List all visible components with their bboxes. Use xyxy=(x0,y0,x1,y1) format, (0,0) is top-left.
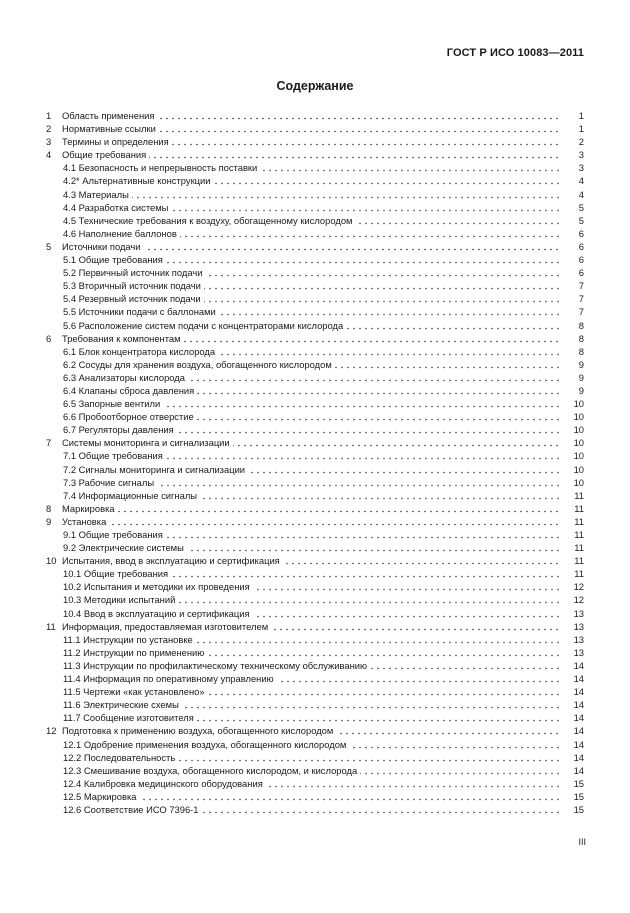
toc-entry-leader xyxy=(63,646,562,659)
toc-entry-leader xyxy=(63,449,562,462)
toc-entry[interactable] xyxy=(46,751,584,764)
toc-entry[interactable] xyxy=(46,646,584,659)
toc-entry-leader xyxy=(63,790,562,803)
toc-entry-title: Источники подачи xyxy=(62,241,144,252)
toc-entry-page: 14 xyxy=(573,751,584,763)
toc-entry-page: 6 xyxy=(578,254,584,266)
toc-entry-leader xyxy=(63,227,562,240)
toc-entry-title: Маркировка xyxy=(62,503,118,514)
toc-entry-title: 4.5 Технические требования к воздуху, обогащенному кислородом xyxy=(63,215,355,226)
toc-entry-title: 5.5 Источники подачи с баллонами xyxy=(63,306,219,317)
toc-entry-page: 5 xyxy=(578,201,584,213)
toc-entry-leader xyxy=(63,305,562,318)
toc-entry-leader xyxy=(63,279,562,292)
toc-entry-leader xyxy=(63,371,562,384)
toc-entry-leader xyxy=(62,148,562,161)
toc-entry-title: 4.2* Альтернативные конструкции xyxy=(63,175,214,186)
toc-entry-page: 3 xyxy=(578,149,584,161)
toc-entry[interactable] xyxy=(46,384,584,397)
toc-entry-title: Область применения xyxy=(62,110,157,121)
document-id-header: ГОСТ Р ИСО 10083—2011 xyxy=(446,47,584,59)
toc-entry[interactable] xyxy=(46,528,584,541)
toc-entry[interactable] xyxy=(46,227,584,240)
toc-entry-number: 11 xyxy=(46,620,56,632)
toc-entry-leader xyxy=(63,803,562,816)
toc-entry[interactable] xyxy=(46,122,584,135)
toc-entry[interactable] xyxy=(46,724,584,737)
toc-entry-number: 3 xyxy=(46,136,52,148)
toc-entry-leader xyxy=(63,384,562,397)
toc-entry[interactable] xyxy=(46,463,584,476)
toc-entry-page: 10 xyxy=(573,437,584,449)
toc-entry-page: 10 xyxy=(573,463,584,475)
toc-entry-page: 3 xyxy=(578,162,584,174)
toc-entry-page: 14 xyxy=(573,699,584,711)
toc-entry-page: 11 xyxy=(574,489,584,501)
toc-entry-leader xyxy=(63,751,562,764)
toc-entry[interactable] xyxy=(46,803,584,816)
toc-entry-title: 6.1 Блок концентратора кислорода xyxy=(63,346,218,357)
toc-entry-page: 5 xyxy=(578,214,584,226)
toc-entry-page: 13 xyxy=(573,607,584,619)
toc-entry-leader xyxy=(63,633,562,646)
toc-entry-page: 14 xyxy=(573,659,584,671)
toc-entry-page: 11 xyxy=(574,542,584,554)
toc-entry-title: 4.4 Разработка системы xyxy=(63,202,171,213)
toc-entry-leader xyxy=(62,122,562,135)
toc-entry[interactable] xyxy=(46,672,584,685)
toc-entry-page: 14 xyxy=(573,686,584,698)
toc-entry[interactable] xyxy=(46,711,584,724)
toc-entry-title: Термины и определения xyxy=(62,136,172,147)
toc-entry-title: 10.2 Испытания и методики их проведения xyxy=(63,581,253,592)
toc-entry-page: 6 xyxy=(578,267,584,279)
toc-entry-number: 9 xyxy=(46,515,52,527)
toc-entry[interactable] xyxy=(46,580,584,593)
toc-entry-leader xyxy=(63,567,562,580)
toc-entry[interactable] xyxy=(46,135,584,148)
toc-entry-page: 14 xyxy=(573,673,584,685)
toc-entry-leader xyxy=(62,724,562,737)
toc-entry-title: 12.1 Одобрение применения воздуха, обогащенного кислородом xyxy=(63,739,349,750)
toc-entry-title: 5.4 Резервный источник подачи xyxy=(63,293,204,304)
toc-entry-title: Общие требования xyxy=(62,149,149,160)
toc-entry-page: 8 xyxy=(578,319,584,331)
toc-entry[interactable] xyxy=(46,148,584,161)
toc-entry-leader xyxy=(63,593,562,606)
toc-entry-page: 11 xyxy=(574,502,584,514)
toc-entry-title: 4.1 Безопасность и непрерывность поставки xyxy=(63,162,260,173)
toc-entry-title: 7.1 Общие требования xyxy=(63,450,166,461)
toc-entry-page: 6 xyxy=(578,240,584,252)
toc-entry-number: 2 xyxy=(46,123,52,135)
toc-entry-page: 14 xyxy=(573,738,584,750)
toc-entry[interactable] xyxy=(46,790,584,803)
toc-entry-title: 7.3 Рабочие сигналы xyxy=(63,477,157,488)
toc-entry-number: 7 xyxy=(46,437,52,449)
toc-entry-title: 4.3 Материалы xyxy=(63,189,132,200)
toc-entry-title: 12.4 Калибровка медицинского оборудования xyxy=(63,778,266,789)
toc-entry[interactable] xyxy=(46,502,584,515)
toc-entry-title: 11.4 Информация по оперативному управлению xyxy=(63,673,277,684)
toc-entry-title: 6.2 Сосуды для хранения воздуха, обогащенного кислородом xyxy=(63,359,335,370)
toc-entry-leader xyxy=(63,476,562,489)
toc-entry-title: Подготовка к применению воздуха, обогащенного кислородом xyxy=(62,725,336,736)
toc-entry-title: 9.2 Электрические системы xyxy=(63,542,187,553)
toc-entry[interactable] xyxy=(46,764,584,777)
toc-entry-title: 6.5 Запорные вентили xyxy=(63,398,163,409)
toc-entry-page: 11 xyxy=(574,568,584,580)
toc-entry[interactable] xyxy=(46,240,584,253)
toc-entry-title: 6.4 Клапаны сброса давления xyxy=(63,385,197,396)
toc-entry-title: 10.3 Методики испытаний xyxy=(63,594,178,605)
toc-entry[interactable] xyxy=(46,777,584,790)
toc-entry-page: 10 xyxy=(573,398,584,410)
toc-entry-title: 12.6 Соответствие ИСО 7396-1 xyxy=(63,804,202,815)
toc-entry-title: 7.4 Информационные сигналы xyxy=(63,490,200,501)
toc-entry-title: 5.1 Общие требования xyxy=(63,254,166,265)
toc-entry-page: 12 xyxy=(573,594,584,606)
toc-entry-title: 10.1 Общие требования xyxy=(63,568,171,579)
toc-entry[interactable] xyxy=(46,567,584,580)
toc-entry[interactable] xyxy=(46,607,584,620)
page-title: Содержание xyxy=(276,79,354,93)
toc-entry[interactable] xyxy=(46,685,584,698)
toc-entry[interactable] xyxy=(46,489,584,502)
toc-entry-leader xyxy=(63,541,562,554)
toc-entry[interactable] xyxy=(46,109,584,122)
toc-entry[interactable] xyxy=(46,305,584,318)
toc-entry-page: 1 xyxy=(578,110,584,121)
toc-entry-leader xyxy=(62,135,562,148)
toc-entry-page: 4 xyxy=(578,175,584,187)
toc-entry-title: 11.3 Инструкции по профилактическому техническому обслуживанию xyxy=(63,660,370,671)
toc-entry-leader xyxy=(63,266,562,279)
toc-entry-page: 15 xyxy=(573,803,584,815)
toc-entry-title: 11.6 Электрические схемы xyxy=(63,699,182,710)
toc-entry[interactable] xyxy=(46,279,584,292)
toc-entry-leader xyxy=(63,738,562,751)
toc-entry-title: Нормативные ссылки xyxy=(62,123,159,134)
toc-entry[interactable] xyxy=(46,620,584,633)
toc-entry-title: Системы мониторинга и сигнализации xyxy=(62,437,233,448)
toc-entry-title: 11.1 Инструкции по установке xyxy=(63,634,196,645)
toc-entry[interactable] xyxy=(46,371,584,384)
toc-entry[interactable] xyxy=(46,410,584,423)
toc-entry-title: 11.2 Инструкции по применению xyxy=(63,647,207,658)
toc-entry-page: 9 xyxy=(578,358,584,370)
toc-entry[interactable] xyxy=(46,541,584,554)
toc-entry-title: Испытания, ввод в эксплуатацию и сертификация xyxy=(62,555,283,566)
toc-entry-leader xyxy=(63,711,562,724)
toc-entry-leader xyxy=(62,436,562,449)
toc-entry[interactable] xyxy=(46,214,584,227)
toc-entry-page: 2 xyxy=(578,136,584,148)
toc-entry-number: 12 xyxy=(46,725,57,737)
toc-entry[interactable] xyxy=(46,253,584,266)
toc-entry-leader xyxy=(63,214,562,227)
toc-entry[interactable] xyxy=(46,332,584,345)
toc-entry[interactable] xyxy=(46,423,584,436)
toc-entry[interactable] xyxy=(46,266,584,279)
toc-entry-page: 6 xyxy=(578,227,584,239)
toc-entry-leader xyxy=(63,672,562,685)
toc-entry-leader xyxy=(62,240,562,253)
toc-entry-leader xyxy=(63,410,562,423)
toc-entry-title: 5.2 Первичный источник подачи xyxy=(63,267,205,278)
toc-entry[interactable] xyxy=(46,436,584,449)
toc-entry[interactable] xyxy=(46,319,584,332)
toc-entry[interactable] xyxy=(46,449,584,462)
toc-entry-title: 6.7 Регуляторы давления xyxy=(63,424,177,435)
toc-entry-title: 5.3 Вторичный источник подачи xyxy=(63,280,204,291)
toc-entry-title: 12.3 Смешивание воздуха, обогащенного кислородом, и кислорода xyxy=(63,765,360,776)
toc-entry-leader xyxy=(63,580,562,593)
toc-entry-title: 5.6 Расположение систем подачи с концентраторами кислорода xyxy=(63,320,346,331)
toc-entry-leader xyxy=(63,188,562,201)
toc-entry-leader xyxy=(63,698,562,711)
toc-entry-number: 8 xyxy=(46,502,52,514)
toc-entry-leader xyxy=(62,502,562,515)
toc-entry-title: 11.5 Чертежи «как установлено» xyxy=(63,686,208,697)
toc-entry-title: 6.3 Анализаторы кислорода xyxy=(63,372,188,383)
toc-entry-page: 15 xyxy=(573,790,584,802)
toc-entry-page: 8 xyxy=(578,345,584,357)
toc-entry[interactable] xyxy=(46,397,584,410)
toc-entry[interactable] xyxy=(46,554,584,567)
toc-entry-page: 13 xyxy=(573,633,584,645)
toc-entry-page: 10 xyxy=(573,450,584,462)
toc-entry[interactable] xyxy=(46,476,584,489)
toc-entry-number: 10 xyxy=(46,555,57,567)
toc-entry-title: 12.5 Маркировка xyxy=(63,791,139,802)
toc-entry-page: 1 xyxy=(578,123,584,135)
toc-entry-leader xyxy=(63,607,562,620)
toc-entry-number: 1 xyxy=(46,110,52,121)
toc-entry-title: Установка xyxy=(62,516,109,527)
toc-entry-title: 9.1 Общие требования xyxy=(63,529,166,540)
toc-entry[interactable] xyxy=(46,659,584,672)
toc-entry-title: 12.2 Последовательность xyxy=(63,752,178,763)
toc-entry[interactable] xyxy=(46,738,584,751)
toc-entry-leader xyxy=(63,659,562,672)
toc-entry-title: Требования к компонентам xyxy=(62,333,184,344)
toc-entry-page: 10 xyxy=(573,424,584,436)
toc-entry-leader xyxy=(62,620,562,633)
toc-entry-page: 7 xyxy=(578,293,584,305)
toc-entry-page: 13 xyxy=(573,646,584,658)
toc-entry[interactable] xyxy=(46,593,584,606)
toc-entry-leader xyxy=(63,201,562,214)
toc-entry-leader xyxy=(63,489,562,502)
toc-entry[interactable] xyxy=(46,358,584,371)
toc-entry-leader xyxy=(63,685,562,698)
toc-entry-leader xyxy=(63,463,562,476)
toc-entry-page: 9 xyxy=(578,384,584,396)
toc-entry-page: 13 xyxy=(573,620,584,632)
toc-entry-leader xyxy=(63,174,562,187)
toc-entry-leader xyxy=(62,515,562,528)
toc-entry[interactable] xyxy=(46,188,584,201)
toc-entry-leader xyxy=(62,109,562,122)
toc-entry-title: 7.2 Сигналы мониторинга и сигнализации xyxy=(63,464,248,475)
page-folio: III xyxy=(578,837,586,847)
toc-entry[interactable] xyxy=(46,633,584,646)
toc-entry-leader xyxy=(63,161,562,174)
toc-entry-page: 11 xyxy=(574,515,584,527)
toc-entry-page: 9 xyxy=(578,371,584,383)
toc-entry-leader xyxy=(63,777,562,790)
toc-entry-leader xyxy=(63,345,562,358)
toc-entry-number: 5 xyxy=(46,240,52,252)
toc-entry-page: 7 xyxy=(578,280,584,292)
toc-entry-page: 7 xyxy=(578,306,584,318)
toc-entry-page: 10 xyxy=(573,411,584,423)
toc-entry-title: 11.7 Сообщение изготовителя xyxy=(63,712,197,723)
toc-entry-leader xyxy=(63,253,562,266)
toc-entry-leader xyxy=(63,319,562,332)
toc-entry[interactable] xyxy=(46,174,584,187)
toc-entry-page: 8 xyxy=(578,332,584,344)
toc-entry-page: 12 xyxy=(573,581,584,593)
toc-entry-page: 11 xyxy=(574,529,584,540)
toc-entry-leader xyxy=(62,332,562,345)
toc-entry-number: 4 xyxy=(46,149,52,161)
toc-entry-leader xyxy=(63,528,562,541)
toc-entry-page: 10 xyxy=(573,476,584,488)
toc-entry-page: 11 xyxy=(574,555,584,567)
toc-entry-number: 6 xyxy=(46,332,52,344)
toc-entry-page: 14 xyxy=(573,764,584,776)
toc-entry[interactable] xyxy=(46,698,584,711)
toc-entry-page: 4 xyxy=(578,188,584,200)
toc-entry-leader xyxy=(63,397,562,410)
toc-entry[interactable] xyxy=(46,201,584,214)
toc-entry-leader xyxy=(63,423,562,436)
toc-entry-title: Информация, предоставляемая изготовителем xyxy=(62,621,271,632)
toc-entry[interactable] xyxy=(46,161,584,174)
toc-entry[interactable] xyxy=(46,292,584,305)
toc-entry-leader xyxy=(63,292,562,305)
table-of-contents xyxy=(46,109,584,816)
toc-entry[interactable] xyxy=(46,515,584,528)
toc-entry[interactable] xyxy=(46,345,584,358)
toc-entry-page: 14 xyxy=(573,725,584,737)
toc-entry-page: 14 xyxy=(573,712,584,724)
toc-entry-leader xyxy=(62,554,562,567)
toc-entry-leader xyxy=(63,764,562,777)
toc-entry-page: 15 xyxy=(573,777,584,789)
toc-entry-title: 10.4 Ввод в эксплуатацию и сертификация xyxy=(63,608,253,619)
toc-entry-title: 4.6 Наполнение баллонов xyxy=(63,228,180,239)
toc-entry-title: 6.6 Пробоотборное отверстие xyxy=(63,411,197,422)
toc-entry-leader xyxy=(63,358,562,371)
